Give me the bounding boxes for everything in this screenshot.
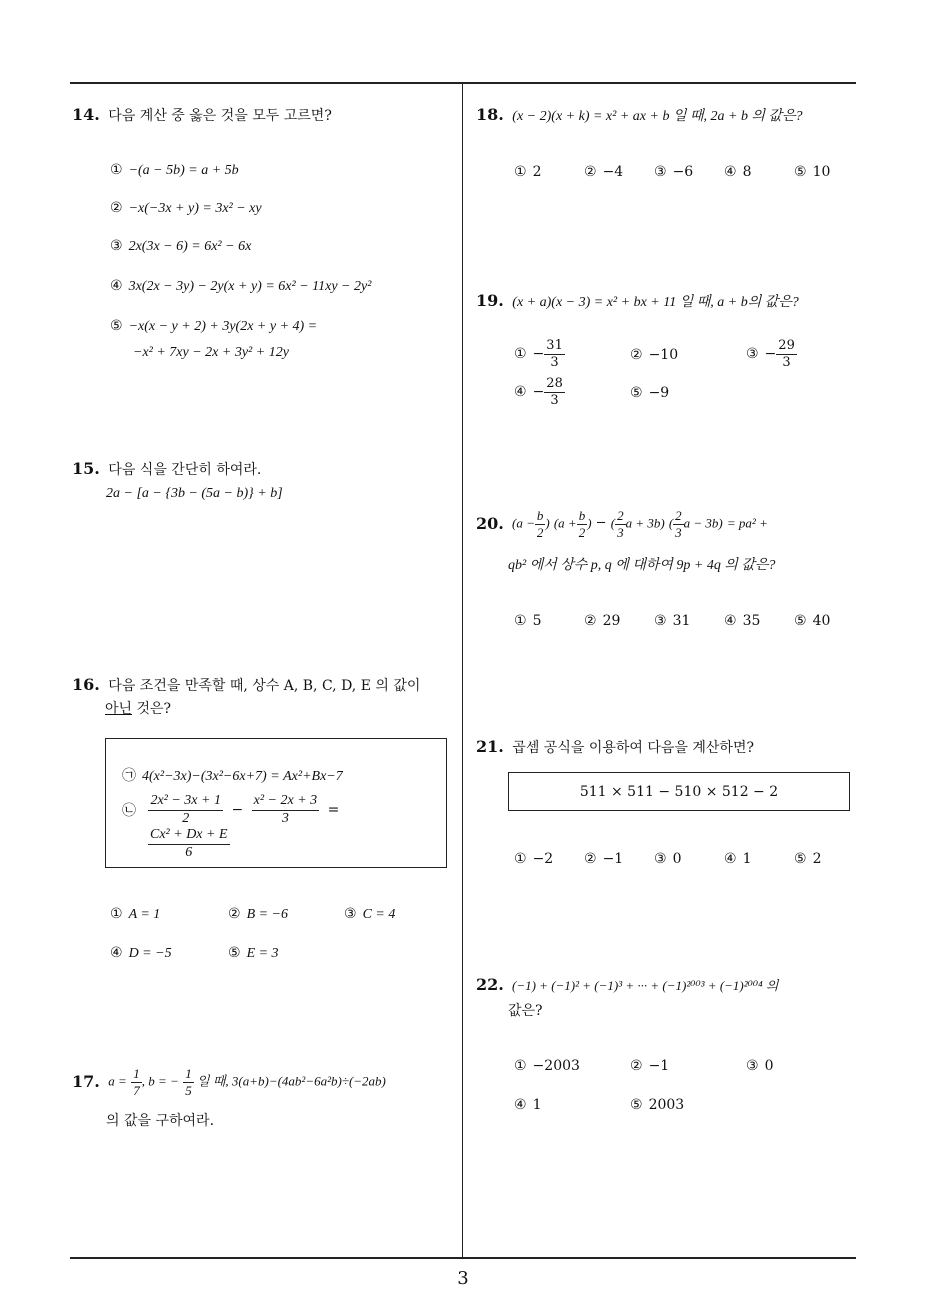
question-text: 다음 식을 간단히 하여라. xyxy=(108,462,262,478)
fraction: $\frac{1}{5}$ xyxy=(185,1066,192,1098)
q20-option-3[interactable]: ③ 31 xyxy=(654,613,691,629)
q21-option-4[interactable]: ④ 1 xyxy=(724,851,752,867)
q16-option-4[interactable]: ④ D = −5 xyxy=(110,945,172,961)
condition-1: ㉠ 4(x²−3x)−(3x²−6x+7) = Ax²+Bx−7 xyxy=(122,768,343,784)
question-number: 19. xyxy=(476,291,504,310)
q18-option-5[interactable]: ⑤ 10 xyxy=(794,164,831,180)
top-rule xyxy=(70,82,856,84)
question-22 xyxy=(476,972,876,998)
question-18 xyxy=(476,102,866,128)
condition-2: ㉡ $\frac{\text{2x² − 3x + 1}}{2}$ − $\frac{\text{x² − 2x + 3}}{3}$ = xyxy=(122,793,340,826)
question-21 xyxy=(476,734,866,760)
q14-option-1[interactable]: ① −(a − 5b) = a + 5b xyxy=(110,162,239,178)
question-number: 16. xyxy=(72,675,100,694)
q14-option-5[interactable]: ⑤ −x(x − y + 2) + 3y(2x + y + 4) = xyxy=(110,318,318,334)
q20-option-2[interactable]: ② 29 xyxy=(584,613,621,629)
question-19 xyxy=(476,288,866,314)
q19-option-4[interactable]: ④ − $\frac{28}{3}$ xyxy=(514,376,563,408)
q14-option-5-cont: −x² + 7xy − 2x + 3y² + 12y xyxy=(133,345,289,360)
q20-option-1[interactable]: ① 5 xyxy=(514,613,542,629)
q16-conditions-box xyxy=(105,738,447,868)
fraction: $\frac{1}{7}$ xyxy=(133,1066,140,1098)
q22-option-4[interactable]: ④ 1 xyxy=(514,1097,542,1113)
q20-line2: qb² 에서 상수 p, q 에 대하여 9p + 4q 의 값은? xyxy=(508,558,776,573)
question-text: 곱셈 공식을 이용하여 다음을 계산하면? xyxy=(512,740,754,756)
question-text-rest: 것은? xyxy=(132,700,172,717)
question-16 xyxy=(72,672,457,720)
q18-option-4[interactable]: ④ 8 xyxy=(724,164,752,180)
q20-option-4[interactable]: ④ 35 xyxy=(724,613,761,629)
q20-option-5[interactable]: ⑤ 40 xyxy=(794,613,831,629)
q21-option-5[interactable]: ⑤ 2 xyxy=(794,851,822,867)
q16-option-5[interactable]: ⑤ E = 3 xyxy=(228,945,279,961)
q19-option-2[interactable]: ② −10 xyxy=(630,347,679,363)
question-number: 20. xyxy=(476,514,504,534)
condition-2-rhs xyxy=(148,827,230,862)
q22-option-5[interactable]: ⑤ 2003 xyxy=(630,1097,685,1113)
question-15 xyxy=(72,456,452,482)
question-number: 18. xyxy=(476,105,504,124)
q15-expression: 2a − [a − {3b − (5a − b)} + b] xyxy=(106,486,283,501)
question-number: 14. xyxy=(72,105,100,124)
fraction: $\frac{\text{x² − 2x + 3}}{3}$ xyxy=(253,793,318,826)
q21-option-1[interactable]: ① −2 xyxy=(514,851,554,867)
q19-option-3[interactable]: ③ − $\frac{29}{3}$ xyxy=(746,338,795,370)
q16-option-2[interactable]: ② B = −6 xyxy=(228,906,289,922)
q22-option-3[interactable]: ③ 0 xyxy=(746,1058,774,1074)
q19-option-1[interactable]: ① − $\frac{31}{3}$ xyxy=(514,338,563,370)
question-17: 17. a = $\frac{1}{7}$ , b = − $\frac{1}{5}$ 일 때, 3(a+b)−(4ab²−6a²b)÷(−2ab) xyxy=(72,1066,386,1098)
q14-option-3[interactable]: ③ 2x(3x − 6) = 6x² − 6x xyxy=(110,238,252,254)
q21-option-3[interactable]: ③ 0 xyxy=(654,851,682,867)
question-number: 22. xyxy=(476,975,504,994)
question-20: 20. (a − $\frac{b}{2}$ ) (a + $\frac{b}{2}$ ) − ( $\frac{2}{3}$ a + 3b) ( $\frac{2}{3}$ a − 3b) = pa² + xyxy=(476,508,768,540)
question-number: 21. xyxy=(476,737,504,756)
q14-option-4[interactable]: ④ 3x(2x − 3y) − 2y(x + y) = 6x² − 11xy − 2y² xyxy=(110,278,372,294)
fraction: $\frac{\text{2x² − 3x + 1}}{2}$ xyxy=(150,793,221,826)
q22-option-2[interactable]: ② −1 xyxy=(630,1058,670,1074)
question-number: 17. xyxy=(72,1072,100,1092)
q22-line2: 값은? xyxy=(508,1003,543,1019)
question-text: 다음 계산 중 옳은 것을 모두 고르면? xyxy=(108,108,332,124)
q16-option-3[interactable]: ③ C = 4 xyxy=(344,906,396,922)
question-text: (x − 2)(x + k) = x² + ax + b 일 때, 2a + b 의 값은? xyxy=(512,109,803,124)
column-divider xyxy=(462,84,463,1258)
q19-option-5[interactable]: ⑤ −9 xyxy=(630,385,670,401)
q18-option-2[interactable]: ② −4 xyxy=(584,164,624,180)
question-text: 다음 조건을 만족할 때, 상수 A, B, C, D, E 의 값이 xyxy=(108,678,421,694)
question-text: (−1) + (−1)² + (−1)³ + ··· + (−1)²⁰⁰³ + (−1)²⁰⁰⁴ 의 xyxy=(511,978,779,993)
question-text: (x + a)(x − 3) = x² + bx + 11 일 때, a + b의 값은? xyxy=(512,295,799,310)
q21-expression-box: 511 × 511 − 510 × 512 − 2 xyxy=(508,772,850,811)
q22-option-1[interactable]: ① −2003 xyxy=(514,1058,580,1074)
q21-option-2[interactable]: ② −1 xyxy=(584,851,624,867)
page-number: 3 xyxy=(457,1268,469,1289)
q17-line2: 의 값을 구하여라. xyxy=(106,1113,215,1129)
q18-option-1[interactable]: ① 2 xyxy=(514,164,542,180)
q16-option-1[interactable]: ① A = 1 xyxy=(110,906,161,922)
q18-option-3[interactable]: ③ −6 xyxy=(654,164,694,180)
underlined-word: 아닌 xyxy=(105,700,133,717)
bottom-rule xyxy=(70,1257,856,1259)
question-14 xyxy=(72,102,452,128)
q14-option-2[interactable]: ② −x(−3x + y) = 3x² − xy xyxy=(110,200,262,216)
question-number: 15. xyxy=(72,459,100,478)
fraction: $\frac{\text{Cx² + Dx + E}}{6}$ xyxy=(150,827,228,860)
